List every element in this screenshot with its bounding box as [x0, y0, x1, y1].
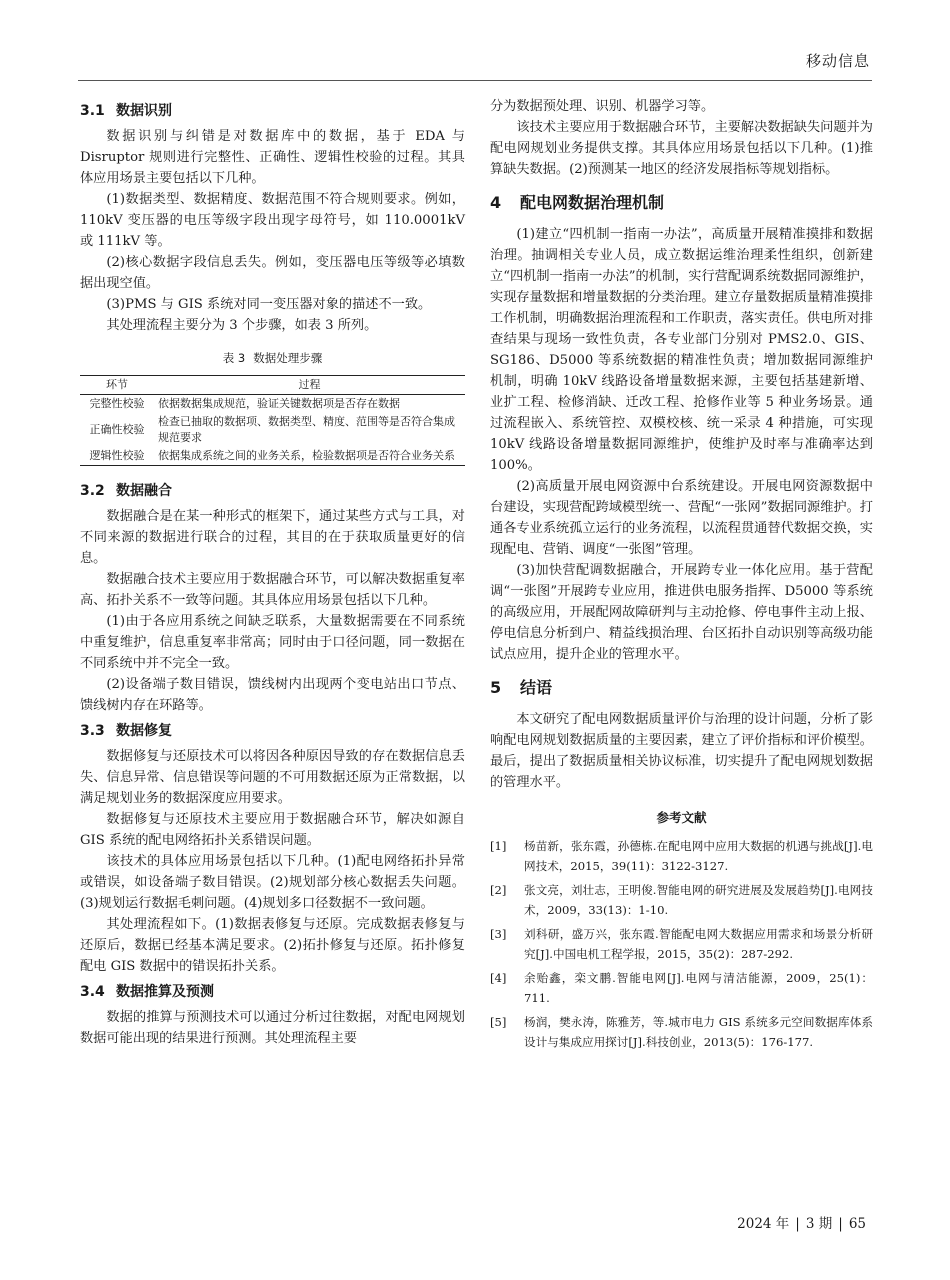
paragraph: 数据融合是在某一种形式的框架下，通过某些方式与工具，对不同来源的数据进行联合的过程，其目的在于获取质量更好的信息。	[80, 509, 465, 566]
reference-item: [4] 余贻鑫，栾文鹏.智能电网[J].电网与清洁能源，2009，25(1)：711.	[490, 971, 873, 1005]
table-cell: 依据数据集成规范，验证关键数据项是否存在数据	[158, 397, 400, 410]
data-processing-table	[80, 375, 465, 466]
section-4-heading: 4 配电网数据治理机制	[490, 193, 665, 212]
table-cell: 依据集成系统之间的业务关系，检验数据项是否符合业务关系	[158, 449, 455, 462]
right-column	[490, 96, 873, 1056]
section-3-2-heading: 3.2 数据融合	[80, 483, 172, 499]
issue-year: 2024 年	[737, 1216, 790, 1232]
footer-separator: |	[838, 1216, 843, 1232]
footer-separator: |	[795, 1216, 800, 1232]
section-3-4-heading: 3.4 数据推算及预测	[80, 984, 214, 1000]
references-heading: 参考文献	[656, 810, 707, 825]
table-caption: 表 3 数据处理步骤	[222, 351, 323, 365]
paragraph: (1)由于各应用系统之间缺乏联系，大量数据需要在不同系统中重复维护，信息重复率非常高；同时由于口径问题，同一数据在不同系统中并不完全一致。	[80, 614, 465, 671]
paragraph: 该技术主要应用于数据融合环节，主要解决数据缺失问题并为配电网规划业务提供支撑。其具体应用场景包括以下几种。(1)推算缺失数据。(2)预测某一地区的经济发展指标等规划指标。	[490, 120, 873, 177]
reference-item: [2] 张文亮，刘壮志，王明俊.智能电网的研究进展及发展趋势[J].电网技术，2009，33(13)：1-10.	[490, 883, 873, 917]
left-column	[80, 96, 465, 1049]
table-row	[80, 447, 465, 466]
page-header	[78, 0, 872, 81]
journal-name: 移动信息	[805, 52, 870, 70]
page-footer	[737, 1212, 866, 1232]
paragraph: 数据识别与纠错是对数据库中的数据，基于 EDA 与 Disruptor 规则进行完整性、正确性、逻辑性校验的过程。其具体应用场景主要包括以下几种。	[80, 129, 465, 186]
section-3-1-heading: 3.1 数据识别	[80, 103, 172, 119]
reference-item: [3] 刘科研，盛万兴，张东霞.智能配电网大数据应用需求和场景分析研究[J].中国电机工程学报，2015，35(2)：287-292.	[490, 927, 873, 961]
reference-item: [5] 杨润，樊永涛，陈雅芳，等.城市电力 GIS 系统多元空间数据库体系设计与集成应用探讨[J].科技创业，2013(5)：176-177.	[490, 1015, 873, 1049]
paragraph: 数据的推算与预测技术可以通过分析过往数据，对配电网规划数据可能出现的结果进行预测。其处理流程主要	[80, 1010, 465, 1046]
section-3-3-heading: 3.3 数据修复	[80, 723, 172, 739]
paragraph: 本文研究了配电网数据质量评价与治理的设计问题，分析了影响配电网规划数据质量的主要因素，建立了评价指标和评价模型。最后，提出了数据质量相关协议标准，切实提升了配电网规划数据的管理水平。	[490, 712, 873, 790]
paragraph: 数据修复与还原技术可以将因各种原因导致的存在数据信息丢失、信息异常、信息错误等问题的不可用数据还原为正常数据，以满足规划业务的数据深度应用要求。	[80, 749, 465, 806]
paragraph: (1)数据类型、数据精度、数据范围不符合规则要求。例如，110kV 变压器的电压等级字段出现字母符号，如 110.0001kV 或 111kV 等。	[80, 192, 465, 249]
paragraph: (3)PMS 与 GIS 系统对同一变压器对象的描述不一致。	[106, 297, 432, 312]
table-header-cell: 环节	[106, 378, 128, 391]
paragraph-continued: 分为数据预处理、识别、机器学习等。	[490, 99, 715, 114]
page-number: 65	[848, 1216, 866, 1232]
table-cell: 正确性校验	[89, 423, 145, 436]
paragraph: 其处理流程如下。(1)数据表修复与还原。完成数据表修复与还原后，数据已经基本满足要求。(2)拓扑修复与还原。拓扑修复配电 GIS 数据中的错误拓扑关系。	[80, 917, 465, 974]
paragraph: (2)核心数据字段信息丢失。例如，变压器电压等级等必填数据出现空值。	[80, 255, 465, 291]
table-row	[80, 395, 465, 414]
table-header-row	[80, 376, 465, 395]
table-cell: 完整性校验	[89, 397, 145, 410]
paragraph: 数据融合技术主要应用于数据融合环节，可以解决数据重复率高、拓扑关系不一致等问题。其具体应用场景包括以下几种。	[80, 572, 465, 608]
issue-number: 3 期	[805, 1216, 833, 1232]
table-cell: 检查已抽取的数据项、数据类型、精度、范围等是否符合集成规范要求	[158, 415, 455, 444]
paragraph: 数据修复与还原技术主要应用于数据融合环节，解决如源自 GIS 系统的配电网络拓扑关系错误问题。	[80, 812, 465, 848]
table-header-cell: 过程	[298, 378, 321, 391]
paragraph: 其处理流程主要分为 3 个步骤，如表 3 所列。	[106, 318, 378, 333]
paragraph: (2)设备端子数目错误，馈线树内出现两个变电站出口节点、馈线树内存在环路等。	[80, 677, 465, 713]
table-row	[80, 413, 465, 447]
paragraph: (1)建立“四机制一指南一办法”，高质量开展精准摸排和数据治理。抽调相关专业人员，成立数据运维治理柔性组织，创新建立“四机制一指南一办法”的机制，实行营配调系统数据同源维护，实现存量数据和增量数据的分类治理。建立存量数据质量精准摸排工作机制，明确数据治理流程和工作职责，落实责任。供电所对排查结果与现场一致性负责，各专业部门分别对 PMS2.0、GIS、SG186、D5000 等系统数据的精准性负责；增加数据同源维护机制，明确 10kV 线路设备增量数据来源，主要包括基建新增、业扩工程、检修消缺、迁改工程、抢修作业等 5 种业务场景。通过流程嵌入、系统管控、双模校核、统一采录 4 种措施，可实现 10kV 线路设备增量数据同源维护，使维护及时率与准确率达到 100%。	[490, 227, 873, 473]
paragraph: 该技术的具体应用场景包括以下几种。(1)配电网络拓扑异常或错误，如设备端子数目错误。(2)规划部分核心数据丢失问题。(3)规划运行数据毛刺问题。(4)规划多口径数据不一致问题。	[80, 854, 465, 911]
paragraph: (3)加快营配调数据融合，开展跨专业一体化应用。基于营配调“一张图”开展跨专业应用，推进供电服务指挥、D5000 等系统的高级应用，开展配网故障研判与主动抢修、停电事件主动上报、停电信息分析到户、精益线损治理、台区拓扑自动识别等高级功能试点应用，提升企业的管理水平。	[490, 563, 873, 662]
reference-item: [1] 杨苗新，张东霞，孙德栋.在配电网中应用大数据的机遇与挑战[J].电网技术，2015，39(11)：3122-3127.	[490, 839, 873, 873]
paragraph: (2)高质量开展电网资源中台系统建设。开展电网资源数据中台建设，实现营配跨域模型统一、营配“一张网”数据同源维护。打通各专业系统孤立运行的业务流程，以流程贯通替代数据交换，实现配电、营销、调度“一张图”管理。	[490, 479, 873, 557]
table-cell: 逻辑性校验	[89, 449, 145, 462]
section-5-heading: 5 结语	[490, 678, 553, 697]
